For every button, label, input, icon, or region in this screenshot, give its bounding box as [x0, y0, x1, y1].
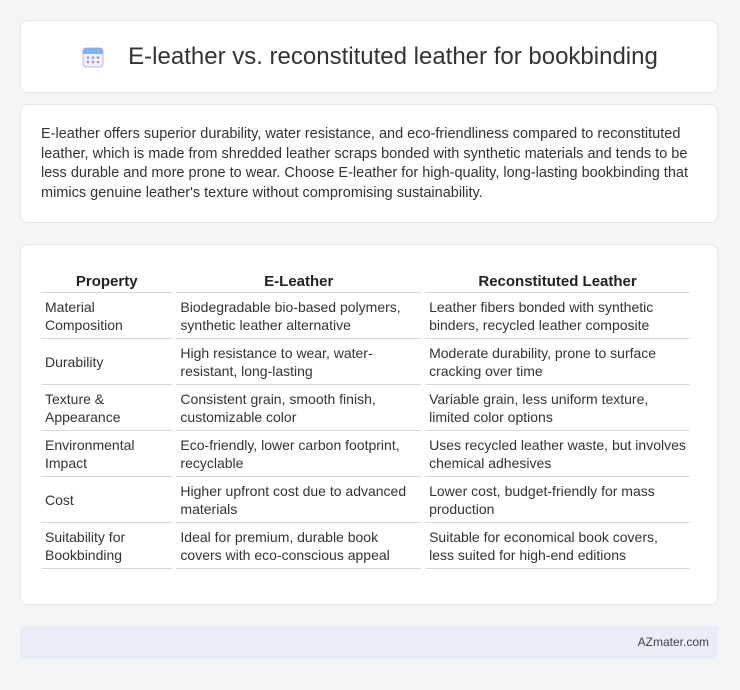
row-property: Durability [41, 339, 172, 385]
column-header-e-leather: E-Leather [176, 265, 421, 293]
row-property: Suitability for Bookbinding [41, 523, 172, 569]
row-e-leather-value: Ideal for premium, durable book covers with eco-conscious appeal [176, 523, 421, 569]
row-reconstituted-value: Lower cost, budget-friendly for mass production [425, 477, 690, 523]
row-e-leather-value: High resistance to wear, water-resistant, long-lasting [176, 339, 421, 385]
row-property: Environmental Impact [41, 431, 172, 477]
comparison-table-card [20, 244, 718, 605]
summary-text: E-leather offers superior durability, water resistance, and eco-friendliness compared to reconstituted leather, which is made from shredded leather scraps bonded with synthetic materials and tends to be less durable and more prone to wear. Choose E-leather for high-quality, long-lasting bookbinding that mimics genuine leather's texture without compromising sustainability. [41, 126, 688, 201]
comparison-table [37, 265, 694, 569]
column-header-reconstituted-leather: Reconstituted Leather [425, 265, 690, 293]
row-e-leather-value: Consistent grain, smooth finish, customizable color [176, 385, 421, 431]
page-title: E-leather vs. reconstituted leather for bookbinding [128, 42, 658, 70]
row-reconstituted-value: Variable grain, less uniform texture, limited color options [425, 385, 690, 431]
column-header-property: Property [41, 265, 172, 293]
row-e-leather-value: Higher upfront cost due to advanced materials [176, 477, 421, 523]
row-e-leather-value: Biodegradable bio-based polymers, synthetic leather alternative [176, 293, 421, 339]
row-reconstituted-value: Moderate durability, prone to surface cracking over time [425, 339, 690, 385]
title-card [20, 20, 718, 93]
row-reconstituted-value: Suitable for economical book covers, less suited for high-end editions [425, 523, 690, 569]
row-reconstituted-value: Leather fibers bonded with synthetic binders, recycled leather composite [425, 293, 690, 339]
row-property: Cost [41, 477, 172, 523]
calendar-icon [80, 44, 106, 70]
table-row [41, 431, 690, 477]
table-row [41, 339, 690, 385]
summary-card [20, 104, 718, 223]
row-reconstituted-value: Uses recycled leather waste, but involves chemical adhesives [425, 431, 690, 477]
row-property: Material Composition [41, 293, 172, 339]
footer-bar [20, 626, 718, 659]
table-row [41, 293, 690, 339]
row-property: Texture & Appearance [41, 385, 172, 431]
table-row [41, 385, 690, 431]
table-row [41, 523, 690, 569]
table-header-row [41, 265, 690, 293]
table-row [41, 477, 690, 523]
row-e-leather-value: Eco-friendly, lower carbon footprint, recyclable [176, 431, 421, 477]
footer-brand-link[interactable]: AZmater.com [637, 635, 709, 649]
